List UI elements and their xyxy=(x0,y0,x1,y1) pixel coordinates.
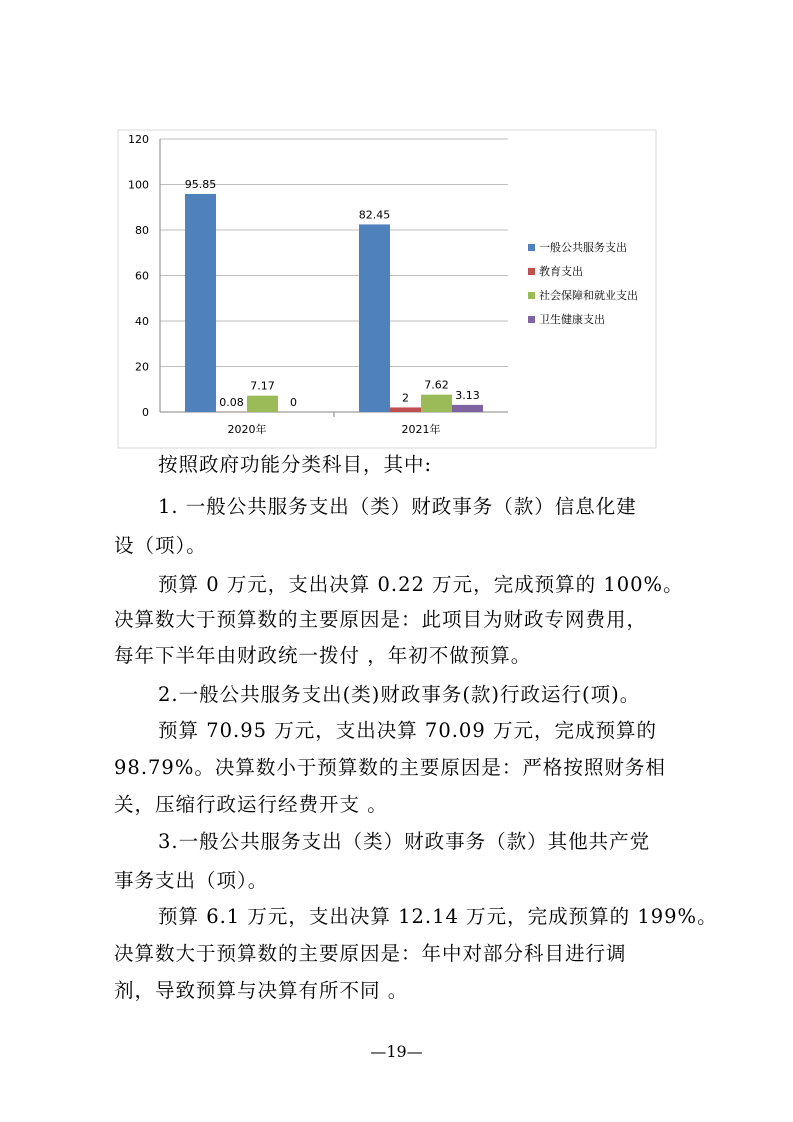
y-axis-tick-labels xyxy=(128,133,149,419)
chart-data-labels xyxy=(185,178,480,409)
legend-label: 一般公共服务支出 xyxy=(539,241,627,254)
item3-heading-line1: 3.一般公共服务支出（类）财政事务（款）其他共产党 xyxy=(158,830,651,853)
chart-legend xyxy=(528,240,638,326)
bar xyxy=(185,194,216,412)
legend-swatch xyxy=(528,244,535,251)
y-tick-label: 100 xyxy=(128,178,149,192)
legend-swatch xyxy=(528,268,535,275)
item3-body-line2: 决算数大于预算数的主要原因是：年中对部分科目进行调 xyxy=(114,942,627,965)
legend-label: 教育支出 xyxy=(539,265,583,278)
item3-body-line1: 预算 6.1 万元，支出决算 12.14 万元，完成预算的 199%。 xyxy=(158,905,718,928)
bar xyxy=(359,224,390,412)
legend-swatch xyxy=(528,316,535,323)
x-tick-label: 2020年 xyxy=(227,423,267,436)
x-tick-label: 2021年 xyxy=(401,423,441,436)
page-number: —19— xyxy=(370,1042,423,1061)
item2-heading: 2.一般公共服务支出(类)财政事务(款)行政运行(项)。 xyxy=(158,683,641,706)
y-tick-label: 40 xyxy=(135,315,149,328)
item3-heading-line2: 事务支出（项）。 xyxy=(114,869,269,892)
legend-swatch xyxy=(528,292,535,299)
y-tick-label: 120 xyxy=(128,133,149,146)
item2-body-line3: 关，压缩行政运行经费开支 。 xyxy=(114,793,388,816)
item1-heading-line2: 设（项）。 xyxy=(114,534,207,557)
bar-value-label: 2 xyxy=(402,391,409,405)
y-tick-label: 0 xyxy=(142,406,149,419)
bar-value-label: 0 xyxy=(290,396,297,409)
bar-value-label: 95.85 xyxy=(184,177,217,191)
bar-value-label: 82.45 xyxy=(358,208,391,222)
legend-label: 卫生健康支出 xyxy=(539,313,605,326)
x-axis-tick-labels xyxy=(228,422,441,436)
y-tick-label: 80 xyxy=(135,224,149,237)
item3-body-line3: 剂，导致预算与决算有所不同 。 xyxy=(114,979,409,1002)
item2-body-line2: 98.79%。决算数小于预算数的主要原因是：严格按照财务相 xyxy=(114,756,666,779)
item1-body-line2: 决算数大于预算数的主要原因是：此项目为财政专网费用， xyxy=(114,608,648,631)
bar-value-label: 7.62 xyxy=(424,378,449,392)
intro-text: 按照政府功能分类科目，其中: xyxy=(158,453,433,476)
legend-label: 社会保障和就业支出 xyxy=(539,289,638,302)
bar-value-label: 7.17 xyxy=(250,379,275,393)
bar xyxy=(390,407,421,412)
expenditure-bar-chart xyxy=(0,0,793,450)
item2-body-line1: 预算 70.95 万元，支出决算 70.09 万元，完成预算的 xyxy=(158,719,657,742)
y-tick-label: 60 xyxy=(135,269,149,283)
bar xyxy=(452,405,483,412)
bar xyxy=(421,395,452,412)
item1-heading-line1: 1. 一般公共服务支出（类）财政事务（款）信息化建 xyxy=(158,495,637,518)
item1-body-line1: 预算 0 万元，支出决算 0.22 万元，完成预算的 100%。 xyxy=(158,573,684,596)
bar-value-label: 3.13 xyxy=(455,388,480,402)
item1-body-line3: 每年下半年由财政统一拨付 ，年初不做预算。 xyxy=(114,644,532,667)
y-tick-label: 20 xyxy=(135,360,149,374)
bar xyxy=(247,396,278,412)
bar-value-label: 0.08 xyxy=(219,395,244,409)
